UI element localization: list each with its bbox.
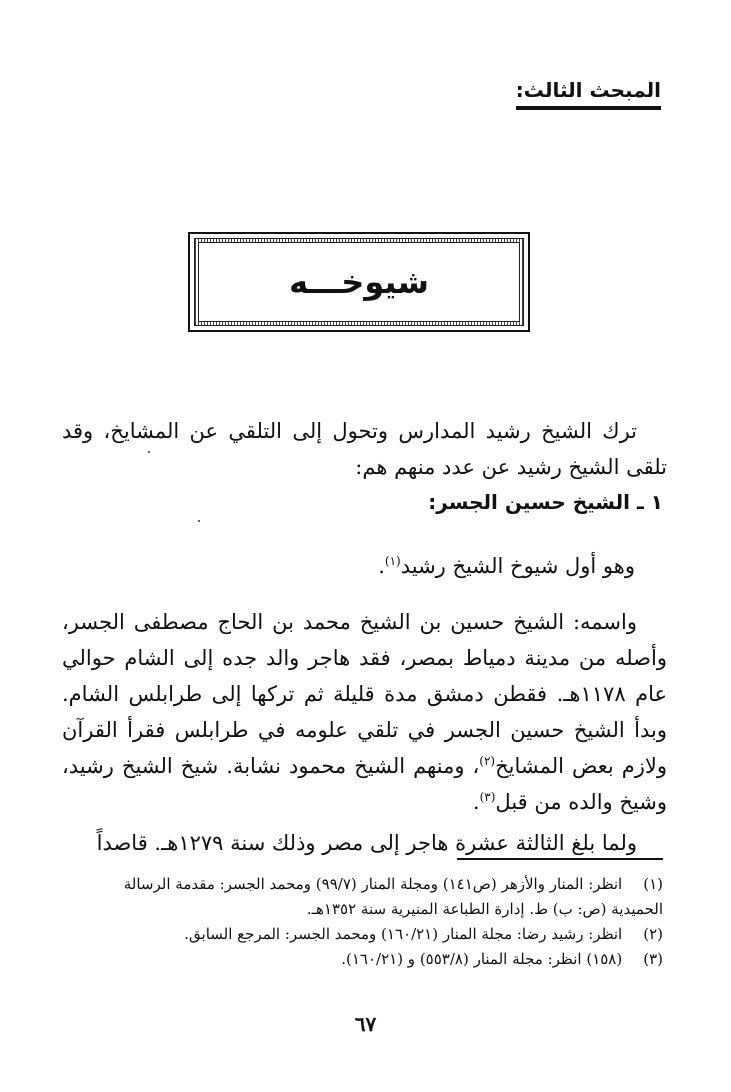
footnotes (58, 872, 663, 972)
footnote-1-continued: الحميدية (ص: ب) ط. إدارة الطباعة المنيرية سنة ١٣٥٢هـ. (306, 900, 663, 918)
biography-text-1: واسمه: الشيخ حسين بن الشيخ محمد بن الحاج مصطفى الجسر، وأصله من مدينة دمياط بمصر، فقد هاجر والد جده إلى الشام حوالي عام ١١٧٨هـ. فقطن دمشق مدة قليلة ثم تركها إلى طرابلس الشام. وبدأ الشيخ حسين الجسر في تلقي علومه في طرابلس فقرأ القرآن ولازم بعض المشايخ (62, 610, 668, 778)
biography-text-3: . (472, 790, 480, 814)
footnote-ref-3[interactable]: (٣) (479, 790, 496, 804)
intro-paragraph: ترك الشيخ رشيد المدارس وتحول إلى التلقي عن المشايخ، وقد تلقى الشيخ رشيد عن عدد منهم هم: (62, 419, 667, 479)
section-header: المبحث الثالث: (516, 76, 661, 110)
first-teacher-text: وهو أول شيوخ الشيخ رشيد (400, 554, 635, 578)
footnote-text: انظر: المنار والأزهر (ص١٤١) ومجلة المنار (٩٩/٧) ومحمد الجسر: مقدمة الرسالة (123, 875, 623, 893)
frame-border (194, 238, 524, 326)
section-heading: ١ ـ الشيخ حسين الجسر: (428, 490, 663, 514)
footnote-3 (58, 947, 663, 972)
first-teacher-period: . (378, 554, 385, 578)
footnote-text: انظر: رشيد رضا: مجلة المنار (١٦٠/٢١) ومحمد الجسر: المرجع السابق. (184, 925, 623, 943)
footnote-1 (58, 872, 663, 897)
footnote-separator (457, 858, 663, 860)
page-number: ٦٧ (354, 1012, 377, 1036)
footnote-number: (٣) (643, 950, 663, 968)
frame-content (198, 242, 520, 322)
scan-speck (198, 520, 200, 522)
biography-text-2: ، ومنهم الشيخ محمود نشابة. شيخ الشيخ رشيد، وشيخ والده من قبل (62, 754, 667, 814)
chapter-title-frame (188, 232, 530, 332)
footnote-number: (١) (643, 875, 663, 893)
first-teacher-paragraph (62, 548, 635, 584)
footnote-number: (٢) (643, 925, 663, 943)
scan-speck (148, 451, 150, 453)
chapter-title: شيوخـــه (289, 263, 429, 301)
footnote-ref-1[interactable]: (١) (384, 554, 401, 568)
footnote-2 (58, 922, 663, 947)
biography-paragraph (62, 604, 667, 820)
footnote-ref-2[interactable]: (٢) (479, 754, 496, 768)
continuation-paragraph: ولما بلغ الثالثة عشرة هاجر إلى مصر وذلك سنة ١٢٧٩هـ. قاصداً (96, 831, 637, 855)
footnote-text: (١٥٨) انظر: مجلة المنار (٥٥٣/٨) و (١٦٠/٢١). (341, 950, 623, 968)
